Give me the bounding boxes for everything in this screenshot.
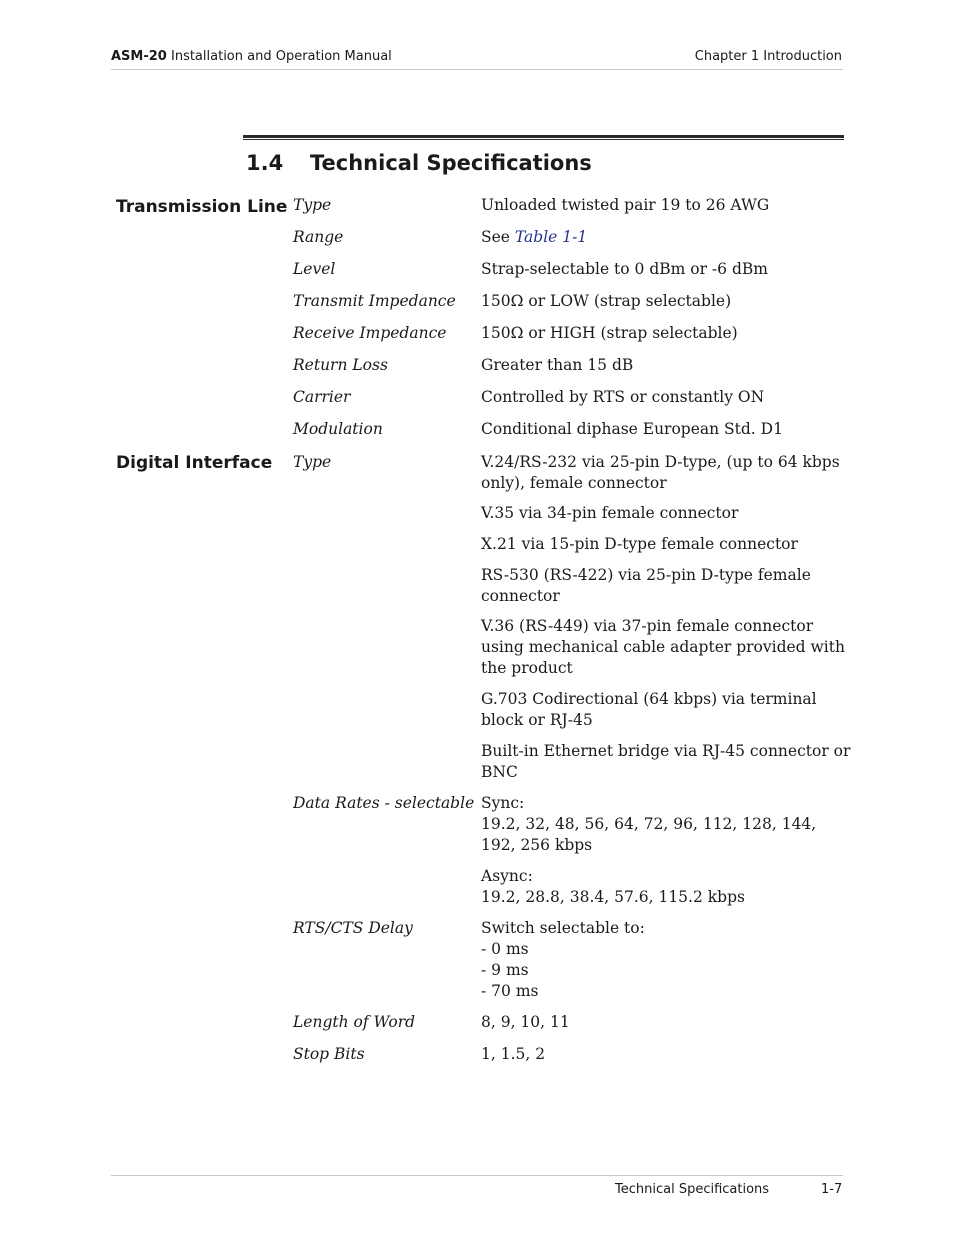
di-rts-cts-param: RTS/CTS Delay <box>293 919 413 937</box>
tl-receive-impedance-param: Receive Impedance <box>293 324 447 342</box>
tl-return-loss-value: Greater than 15 dB <box>481 356 634 374</box>
di-type-value-v36: V.36 (RS-449) via 37-pin female connector using mechanical cable adapter provided with the product <box>481 617 845 677</box>
di-stop-bits-value: 1, 1.5, 2 <box>481 1045 546 1063</box>
di-type-value-rs530: RS-530 (RS-422) via 25-pin D-type female connector <box>481 566 811 605</box>
tl-return-loss-param: Return Loss <box>293 356 388 374</box>
di-data-rates-sync: Sync: 19.2, 32, 48, 56, 64, 72, 96, 112, 128, 144, 192, 256 kbps <box>481 794 817 854</box>
di-type-value-ethernet: Built-in Ethernet bridge via RJ-45 connector or BNC <box>481 742 851 781</box>
footer-divider <box>111 1175 843 1176</box>
di-type-value-x21: X.21 via 15-pin D-type female connector <box>481 535 798 553</box>
table-1-1-link[interactable]: Table 1-1 <box>514 228 588 246</box>
header-manual: Installation and Operation Manual <box>166 49 392 64</box>
tl-range-param: Range <box>293 228 344 246</box>
tl-range-prefix: See <box>481 228 515 246</box>
tl-level-param: Level <box>293 260 336 278</box>
tl-transmit-impedance-value: 150Ω or LOW (strap selectable) <box>481 292 732 310</box>
header-product: ASM-20 <box>111 49 167 64</box>
tl-modulation-value: Conditional diphase European Std. D1 <box>481 420 783 438</box>
tl-transmit-impedance-param: Transmit Impedance <box>293 292 456 310</box>
di-data-rates-param: Data Rates - selectable <box>293 794 475 812</box>
footer-page-number: 1-7 <box>821 1182 843 1197</box>
section-title-text: Technical Specifications <box>310 151 592 175</box>
header-divider <box>111 69 843 70</box>
transmission-line-label: Transmission Line <box>116 197 288 217</box>
di-word-length-value: 8, 9, 10, 11 <box>481 1013 570 1031</box>
tl-carrier-value: Controlled by RTS or constantly ON <box>481 388 765 406</box>
di-type-value-g703: G.703 Codirectional (64 kbps) via terminal block or RJ-45 <box>481 690 817 729</box>
tl-carrier-param: Carrier <box>293 388 351 406</box>
tl-level-value: Strap-selectable to 0 dBm or -6 dBm <box>481 260 768 278</box>
di-type-value-v35: V.35 via 34-pin female connector <box>481 504 739 522</box>
di-data-rates-async: Async: 19.2, 28.8, 38.4, 57.6, 115.2 kbps <box>481 867 745 906</box>
section-number: 1.4 <box>246 151 284 175</box>
di-rts-cts-value: Switch selectable to: - 0 ms - 9 ms - 70 ms <box>481 919 645 1000</box>
tl-receive-impedance-value: 150Ω or HIGH (strap selectable) <box>481 324 738 342</box>
footer-section-name: Technical Specifications <box>615 1182 770 1197</box>
di-type-value-v24: V.24/RS-232 via 25-pin D-type, (up to 64 kbps only), female connector <box>481 453 840 492</box>
section-title <box>246 149 592 177</box>
digital-interface-label: Digital Interface <box>116 453 273 473</box>
di-type-param: Type <box>293 453 332 471</box>
di-word-length-param: Length of Word <box>293 1013 416 1031</box>
title-divider <box>243 135 844 140</box>
tl-modulation-param: Modulation <box>293 420 383 438</box>
tl-range-value <box>481 227 851 248</box>
page-header <box>111 49 842 67</box>
tl-type-value: Unloaded twisted pair 19 to 26 AWG <box>481 196 770 214</box>
tl-type-param: Type <box>293 196 332 214</box>
header-chapter: Chapter 1 Introduction <box>694 49 842 64</box>
header-manual-title <box>111 49 392 65</box>
di-stop-bits-param: Stop Bits <box>293 1045 365 1063</box>
